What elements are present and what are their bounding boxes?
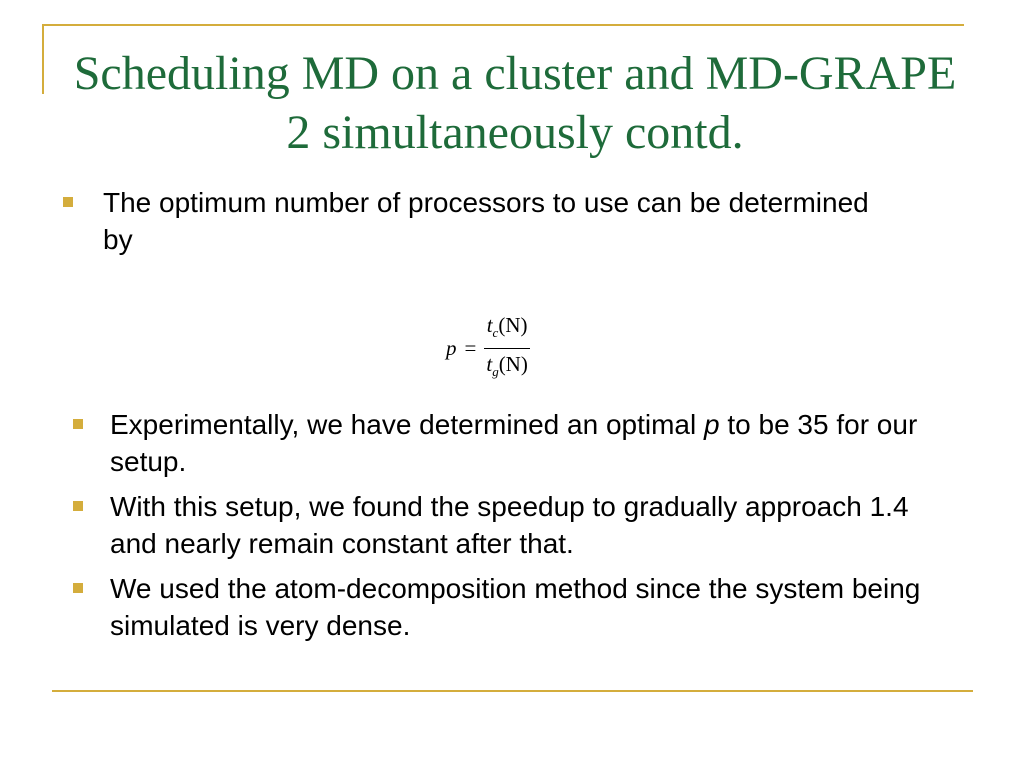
bullet-item bbox=[73, 570, 953, 644]
bullet-item bbox=[73, 488, 953, 562]
formula-equals: = bbox=[464, 336, 477, 361]
formula-denominator: $t_g(N)$ bbox=[486, 352, 528, 380]
frame-bottom-rule bbox=[52, 690, 973, 692]
square-bullet-icon bbox=[73, 501, 83, 511]
bullet-text: We used the atom-decomposition method since the system being simulated is very dense. bbox=[110, 573, 921, 641]
slide-title: Scheduling MD on a cluster and MD-GRAPE 2 simultaneously contd. bbox=[73, 47, 957, 159]
bullet-text: With this setup, we found the speedup to gradually approach 1.4 and nearly remain constant after that. bbox=[110, 491, 909, 559]
square-bullet-icon bbox=[63, 197, 73, 207]
formula-numerator: $t_c(N)$ bbox=[486, 313, 528, 341]
fraction-bar bbox=[484, 348, 530, 349]
formula bbox=[446, 312, 530, 385]
bullet-text: The optimum number of processors to use can be determined by bbox=[103, 187, 869, 255]
formula-fraction bbox=[484, 312, 530, 385]
square-bullet-icon bbox=[73, 419, 83, 429]
bullet-text: Experimentally, we have determined an optimal p to be 35 for our setup. bbox=[110, 409, 918, 477]
bullet-item bbox=[63, 184, 893, 258]
formula-lhs: p bbox=[446, 336, 457, 361]
frame-top-rule bbox=[42, 24, 964, 26]
frame-left-rule bbox=[42, 24, 44, 94]
bullet-item bbox=[73, 406, 953, 480]
square-bullet-icon bbox=[73, 583, 83, 593]
